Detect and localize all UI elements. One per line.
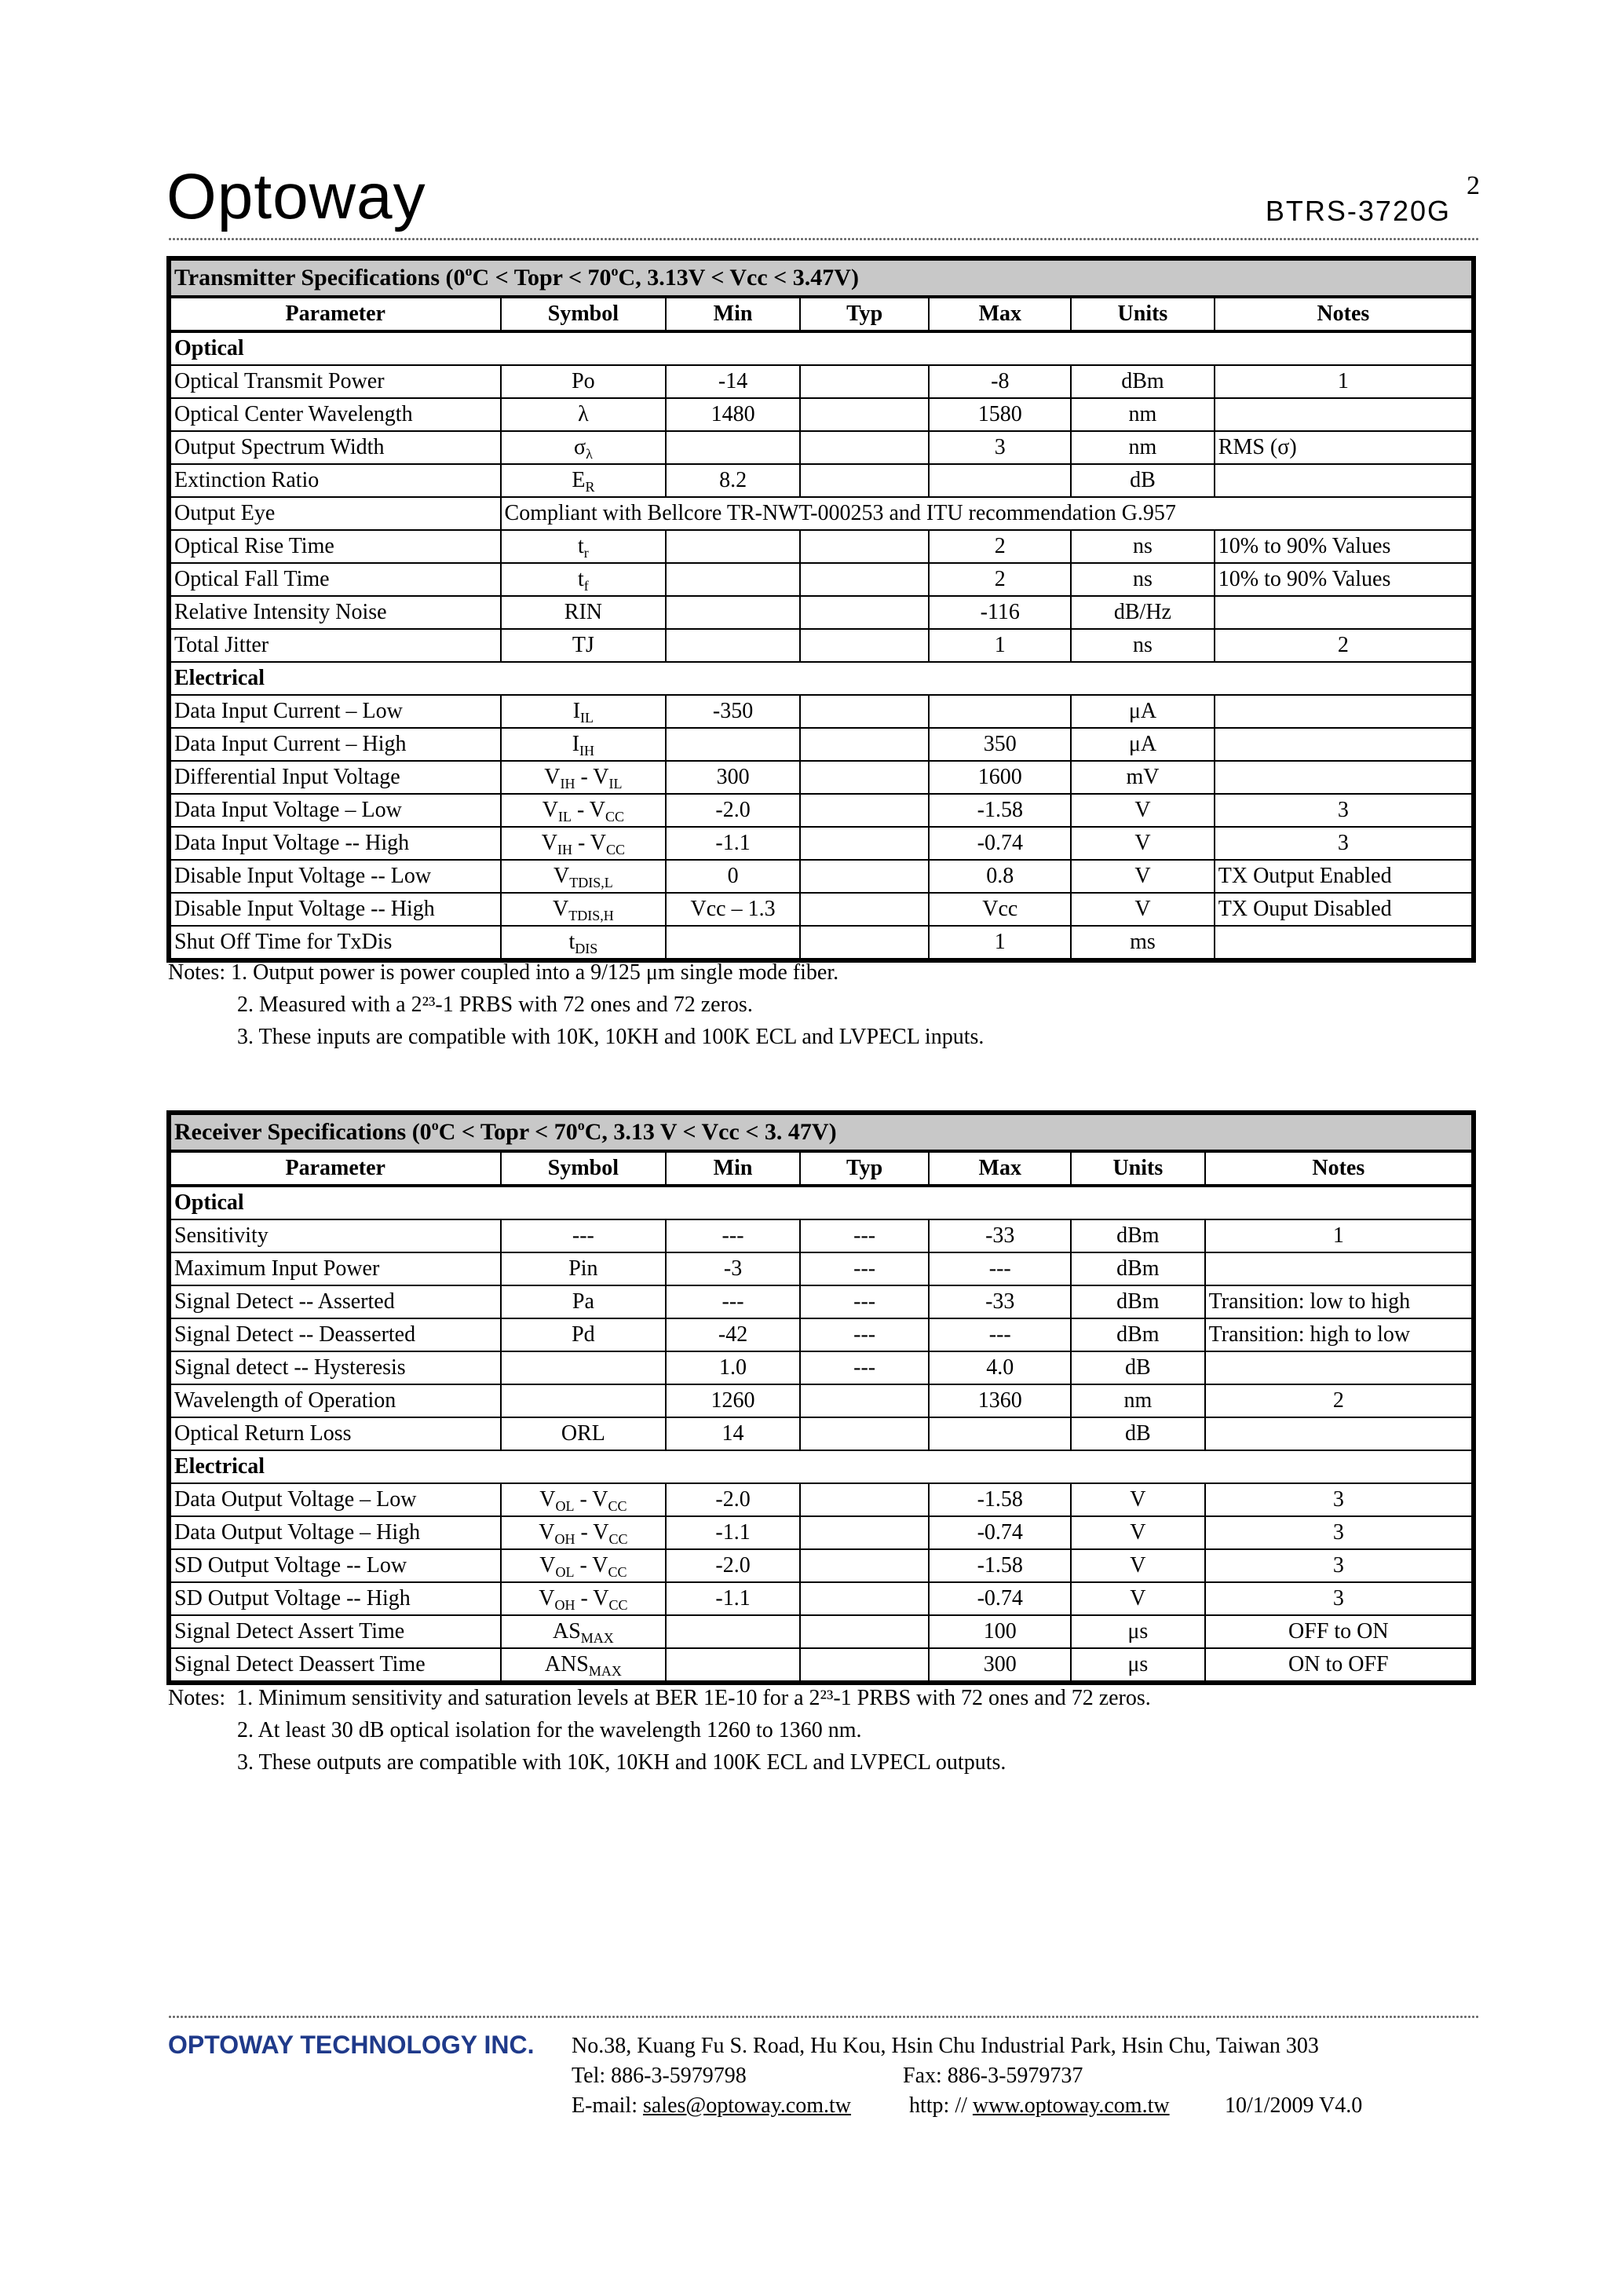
cell-max: -0.74 bbox=[929, 827, 1071, 860]
table-title: Receiver Specifications ($0^oC$ < Topr < $70^oC$, 3.13 V < Vcc < 3. 47V) bbox=[169, 1113, 1474, 1151]
section-row bbox=[169, 1186, 1474, 1219]
table-row bbox=[169, 464, 1474, 497]
cell-notes: 1 bbox=[1215, 365, 1474, 398]
cell-parameter: Optical Center Wavelength bbox=[169, 398, 501, 431]
cell-notes: 10% to 90% Values bbox=[1215, 563, 1474, 596]
cell-typ bbox=[800, 1549, 930, 1582]
cell-typ bbox=[800, 794, 930, 827]
transmitter-table bbox=[166, 256, 1476, 963]
cell-symbol: $V_{TDIS,L}$ bbox=[501, 860, 667, 893]
cell-notes bbox=[1215, 398, 1474, 431]
cell-min: -42 bbox=[666, 1318, 800, 1351]
cell-symbol: ORL bbox=[501, 1417, 667, 1450]
cell-parameter: Relative Intensity Noise bbox=[169, 596, 501, 629]
cell-symbol: $V_{OH} - V_{CC}$ bbox=[501, 1516, 667, 1549]
cell-max: 4.0 bbox=[929, 1351, 1071, 1384]
cell-parameter: Signal Detect Deassert Time bbox=[169, 1648, 501, 1683]
footer-divider bbox=[168, 2015, 1479, 2021]
cell-symbol: $ANS_{MAX}$ bbox=[501, 1648, 667, 1683]
cell-notes: RMS (σ) bbox=[1215, 431, 1474, 464]
cell-max: -8 bbox=[929, 365, 1071, 398]
cell-units: nm bbox=[1071, 398, 1215, 431]
cell-max: -33 bbox=[929, 1219, 1071, 1252]
cell-min: -1.1 bbox=[666, 1516, 800, 1549]
column-header: Parameter bbox=[169, 1151, 501, 1186]
cell-compliance: Compliant with Bellcore TR-NWT-000253 and ITU recommendation G.957 bbox=[501, 497, 1474, 530]
cell-units: nm bbox=[1071, 431, 1215, 464]
section-row bbox=[169, 1450, 1474, 1483]
cell-parameter: Total Jitter bbox=[169, 629, 501, 662]
cell-notes bbox=[1215, 926, 1474, 960]
cell-parameter: SD Output Voltage -- Low bbox=[169, 1549, 501, 1582]
cell-symbol: Po bbox=[501, 365, 667, 398]
page-number: 2 bbox=[1467, 171, 1480, 200]
tx-notes-label: Notes: bbox=[168, 960, 226, 985]
cell-notes: 3 bbox=[1205, 1549, 1474, 1582]
cell-min: 0 bbox=[666, 860, 800, 893]
cell-notes: 3 bbox=[1205, 1516, 1474, 1549]
rx-notes-label: Notes: bbox=[168, 1686, 226, 1710]
cell-symbol: $V_{OL} - V_{CC}$ bbox=[501, 1549, 667, 1582]
column-header: Min bbox=[666, 1151, 800, 1186]
column-header: Symbol bbox=[501, 1151, 667, 1186]
cell-units: nm bbox=[1071, 1384, 1205, 1417]
section-row bbox=[169, 331, 1474, 365]
cell-symbol: RIN bbox=[501, 596, 667, 629]
cell-max: --- bbox=[929, 1318, 1071, 1351]
email-label: E-mail: bbox=[572, 2093, 643, 2118]
cell-max: 0.8 bbox=[929, 860, 1071, 893]
cell-parameter: Signal Detect -- Deasserted bbox=[169, 1318, 501, 1351]
cell-typ bbox=[800, 1615, 930, 1648]
table-row bbox=[169, 827, 1474, 860]
cell-min: Vcc – 1.3 bbox=[666, 893, 800, 926]
cell-max: -33 bbox=[929, 1285, 1071, 1318]
cell-typ bbox=[800, 629, 930, 662]
transmitter-notes bbox=[168, 956, 984, 1053]
cell-typ bbox=[800, 1483, 930, 1516]
cell-symbol: TJ bbox=[501, 629, 667, 662]
cell-typ bbox=[800, 596, 930, 629]
cell-units: μA bbox=[1071, 728, 1215, 761]
cell-symbol: $I_{IL}$ bbox=[501, 695, 667, 728]
cell-parameter: Data Input Voltage – Low bbox=[169, 794, 501, 827]
cell-symbol: $V_{OL} - V_{CC}$ bbox=[501, 1483, 667, 1516]
footer-company: OPTOWAY TECHNOLOGY INC. bbox=[168, 2031, 535, 2059]
table-row bbox=[169, 596, 1474, 629]
cell-symbol: $V_{IL} - V_{CC}$ bbox=[501, 794, 667, 827]
cell-max: 2 bbox=[929, 530, 1071, 563]
email-link[interactable]: sales@optoway.com.tw bbox=[642, 2093, 852, 2118]
cell-symbol: $V_{IH} - V_{CC}$ bbox=[501, 827, 667, 860]
cell-notes: 2 bbox=[1205, 1384, 1474, 1417]
cell-min bbox=[666, 530, 800, 563]
cell-typ bbox=[800, 464, 930, 497]
cell-parameter: Signal Detect -- Asserted bbox=[169, 1285, 501, 1318]
table-row bbox=[169, 926, 1474, 960]
cell-units: dB bbox=[1071, 1417, 1205, 1450]
cell-units: V bbox=[1071, 1549, 1205, 1582]
footer-tel: Tel: 886-3-5979798 bbox=[572, 2064, 747, 2088]
cell-max: 1600 bbox=[929, 761, 1071, 794]
cell-max bbox=[929, 1417, 1071, 1450]
table-row bbox=[169, 695, 1474, 728]
cell-typ bbox=[800, 530, 930, 563]
table-row bbox=[169, 365, 1474, 398]
cell-parameter: Signal detect -- Hysteresis bbox=[169, 1351, 501, 1384]
cell-parameter: Data Input Current – High bbox=[169, 728, 501, 761]
cell-units: μs bbox=[1071, 1648, 1205, 1683]
cell-min: -1.1 bbox=[666, 1582, 800, 1615]
cell-max: -1.58 bbox=[929, 794, 1071, 827]
cell-min: --- bbox=[666, 1219, 800, 1252]
table-header-row bbox=[169, 297, 1474, 331]
cell-min bbox=[666, 431, 800, 464]
receiver-table bbox=[166, 1110, 1476, 1685]
table-row bbox=[169, 431, 1474, 464]
cell-parameter: Data Input Voltage -- High bbox=[169, 827, 501, 860]
cell-units: V bbox=[1071, 827, 1215, 860]
cell-min: 1260 bbox=[666, 1384, 800, 1417]
cell-typ: --- bbox=[800, 1285, 930, 1318]
table-row bbox=[169, 1219, 1474, 1252]
table-row bbox=[169, 860, 1474, 893]
cell-typ: --- bbox=[800, 1318, 930, 1351]
table-row bbox=[169, 893, 1474, 926]
footer-email-line bbox=[572, 2093, 851, 2119]
cell-notes: OFF to ON bbox=[1205, 1615, 1474, 1648]
cell-max: Vcc bbox=[929, 893, 1071, 926]
table-row bbox=[169, 761, 1474, 794]
cell-parameter: Data Output Voltage – High bbox=[169, 1516, 501, 1549]
table-row bbox=[169, 1417, 1474, 1450]
table-row bbox=[169, 530, 1474, 563]
cell-symbol: $t_f$ bbox=[501, 563, 667, 596]
cell-parameter: Differential Input Voltage bbox=[169, 761, 501, 794]
cell-parameter: Extinction Ratio bbox=[169, 464, 501, 497]
cell-max: -1.58 bbox=[929, 1483, 1071, 1516]
column-header: Parameter bbox=[169, 297, 501, 331]
cell-typ bbox=[800, 1648, 930, 1683]
cell-typ bbox=[800, 761, 930, 794]
receiver-notes bbox=[168, 1682, 1151, 1779]
cell-max: -1.58 bbox=[929, 1549, 1071, 1582]
cell-notes: Transition: low to high bbox=[1205, 1285, 1474, 1318]
cell-notes bbox=[1215, 464, 1474, 497]
cell-min: -2.0 bbox=[666, 1549, 800, 1582]
cell-min: -2.0 bbox=[666, 794, 800, 827]
cell-notes bbox=[1215, 596, 1474, 629]
cell-parameter: Data Input Current – Low bbox=[169, 695, 501, 728]
cell-symbol: $\sigma_\lambda$ bbox=[501, 431, 667, 464]
table-row bbox=[169, 398, 1474, 431]
footer-address: No.38, Kuang Fu S. Road, Hu Kou, Hsin Chu Industrial Park, Hsin Chu, Taiwan 303 bbox=[572, 2034, 1319, 2058]
cell-min: -1.1 bbox=[666, 827, 800, 860]
cell-max: 2 bbox=[929, 563, 1071, 596]
cell-units: V bbox=[1071, 893, 1215, 926]
cell-min bbox=[666, 728, 800, 761]
cell-units: dB/Hz bbox=[1071, 596, 1215, 629]
cell-typ bbox=[800, 1516, 930, 1549]
cell-units: ms bbox=[1071, 926, 1215, 960]
cell-typ bbox=[800, 1582, 930, 1615]
table-row bbox=[169, 1384, 1474, 1417]
cell-typ bbox=[800, 827, 930, 860]
cell-max: -0.74 bbox=[929, 1582, 1071, 1615]
cell-units: dB bbox=[1071, 1351, 1205, 1384]
cell-max: 1580 bbox=[929, 398, 1071, 431]
cell-max: 300 bbox=[929, 1648, 1071, 1683]
cell-parameter: Optical Return Loss bbox=[169, 1417, 501, 1450]
cell-units: ns bbox=[1071, 530, 1215, 563]
cell-parameter: Shut Off Time for TxDis bbox=[169, 926, 501, 960]
table-row bbox=[169, 794, 1474, 827]
table-title-row bbox=[169, 1113, 1474, 1151]
cell-typ bbox=[800, 563, 930, 596]
cell-units: V bbox=[1071, 1483, 1205, 1516]
cell-units: μs bbox=[1071, 1615, 1205, 1648]
cell-symbol: Pd bbox=[501, 1318, 667, 1351]
cell-units: ns bbox=[1071, 563, 1215, 596]
section-label: Electrical bbox=[169, 1450, 1474, 1483]
column-header: Max bbox=[929, 297, 1071, 331]
cell-typ bbox=[800, 398, 930, 431]
cell-min: -14 bbox=[666, 365, 800, 398]
cell-min: -350 bbox=[666, 695, 800, 728]
cell-parameter: Optical Transmit Power bbox=[169, 365, 501, 398]
table-header-row bbox=[169, 1151, 1474, 1186]
cell-symbol: $t_r$ bbox=[501, 530, 667, 563]
cell-notes: Transition: high to low bbox=[1205, 1318, 1474, 1351]
cell-symbol: $t_{DIS}$ bbox=[501, 926, 667, 960]
table-row bbox=[169, 497, 1474, 530]
cell-typ: --- bbox=[800, 1252, 930, 1285]
column-header: Typ bbox=[800, 297, 930, 331]
cell-symbol: --- bbox=[501, 1219, 667, 1252]
cell-notes bbox=[1205, 1351, 1474, 1384]
section-label: Electrical bbox=[169, 662, 1474, 695]
cell-units: mV bbox=[1071, 761, 1215, 794]
cell-max: --- bbox=[929, 1252, 1071, 1285]
cell-parameter: Output Eye bbox=[169, 497, 501, 530]
table-row bbox=[169, 563, 1474, 596]
cell-symbol: $V_{IH} - V_{IL}$ bbox=[501, 761, 667, 794]
cell-units: V bbox=[1071, 794, 1215, 827]
cell-parameter: Output Spectrum Width bbox=[169, 431, 501, 464]
cell-min: 14 bbox=[666, 1417, 800, 1450]
header-divider bbox=[168, 237, 1479, 243]
cell-parameter: SD Output Voltage -- High bbox=[169, 1582, 501, 1615]
cell-parameter: Data Output Voltage – Low bbox=[169, 1483, 501, 1516]
cell-symbol: λ bbox=[501, 398, 667, 431]
cell-units: dBm bbox=[1071, 1219, 1205, 1252]
footer-web-line bbox=[909, 2093, 1170, 2119]
cell-min: 300 bbox=[666, 761, 800, 794]
cell-units: μA bbox=[1071, 695, 1215, 728]
cell-notes: 3 bbox=[1215, 794, 1474, 827]
cell-units: dBm bbox=[1071, 1252, 1205, 1285]
cell-symbol: Pa bbox=[501, 1285, 667, 1318]
cell-symbol: $I_{IH}$ bbox=[501, 728, 667, 761]
column-header: Symbol bbox=[501, 297, 667, 331]
cell-typ bbox=[800, 926, 930, 960]
cell-symbol: Pin bbox=[501, 1252, 667, 1285]
cell-min bbox=[666, 1615, 800, 1648]
table-row bbox=[169, 1549, 1474, 1582]
table-row bbox=[169, 1252, 1474, 1285]
cell-units: dB bbox=[1071, 464, 1215, 497]
rx-note-1: 1. Minimum sensitivity and saturation levels at BER 1E-10 for a 2²³-1 PRBS with 72 ones and 72 zeros. bbox=[236, 1686, 1151, 1710]
section-label: Optical bbox=[169, 331, 1474, 365]
column-header: Units bbox=[1071, 297, 1215, 331]
column-header: Notes bbox=[1205, 1151, 1474, 1186]
cell-min bbox=[666, 563, 800, 596]
cell-parameter: Signal Detect Assert Time bbox=[169, 1615, 501, 1648]
cell-typ: --- bbox=[800, 1219, 930, 1252]
cell-symbol: $E_R$ bbox=[501, 464, 667, 497]
cell-units: ns bbox=[1071, 629, 1215, 662]
cell-parameter: Sensitivity bbox=[169, 1219, 501, 1252]
cell-max bbox=[929, 464, 1071, 497]
tx-note-1: 1. Output power is power coupled into a 9/125 μm single mode fiber. bbox=[231, 960, 839, 985]
cell-max: 3 bbox=[929, 431, 1071, 464]
cell-units: V bbox=[1071, 1582, 1205, 1615]
cell-parameter: Maximum Input Power bbox=[169, 1252, 501, 1285]
cell-max: 350 bbox=[929, 728, 1071, 761]
cell-notes bbox=[1215, 695, 1474, 728]
cell-notes bbox=[1205, 1417, 1474, 1450]
cell-max: 1360 bbox=[929, 1384, 1071, 1417]
column-header: Units bbox=[1071, 1151, 1205, 1186]
cell-typ bbox=[800, 728, 930, 761]
cell-max: 100 bbox=[929, 1615, 1071, 1648]
cell-typ bbox=[800, 431, 930, 464]
cell-max: -116 bbox=[929, 596, 1071, 629]
cell-symbol: $V_{TDIS,H}$ bbox=[501, 893, 667, 926]
rx-note-3: 3. These outputs are compatible with 10K, 10KH and 100K ECL and LVPECL outputs. bbox=[237, 1750, 1006, 1775]
cell-min bbox=[666, 629, 800, 662]
cell-notes: 3 bbox=[1215, 827, 1474, 860]
cell-min: 1480 bbox=[666, 398, 800, 431]
cell-min bbox=[666, 596, 800, 629]
cell-notes bbox=[1215, 728, 1474, 761]
cell-units: dBm bbox=[1071, 365, 1215, 398]
model-number: BTRS-3720G bbox=[1265, 195, 1451, 227]
cell-notes: 2 bbox=[1215, 629, 1474, 662]
table-row bbox=[169, 1285, 1474, 1318]
cell-typ bbox=[800, 365, 930, 398]
cell-min bbox=[666, 926, 800, 960]
cell-max bbox=[929, 695, 1071, 728]
http-label: http: // bbox=[909, 2093, 973, 2118]
cell-units: dBm bbox=[1071, 1285, 1205, 1318]
table-row bbox=[169, 1615, 1474, 1648]
cell-notes: 3 bbox=[1205, 1582, 1474, 1615]
table-row bbox=[169, 1648, 1474, 1683]
cell-notes bbox=[1215, 761, 1474, 794]
cell-max: 1 bbox=[929, 926, 1071, 960]
cell-parameter: Optical Rise Time bbox=[169, 530, 501, 563]
table-row bbox=[169, 629, 1474, 662]
cell-max: 1 bbox=[929, 629, 1071, 662]
cell-symbol: $AS_{MAX}$ bbox=[501, 1615, 667, 1648]
section-label: Optical bbox=[169, 1186, 1474, 1219]
cell-min: 1.0 bbox=[666, 1351, 800, 1384]
cell-units: dBm bbox=[1071, 1318, 1205, 1351]
tx-note-3: 3. These inputs are compatible with 10K, 10KH and 100K ECL and LVPECL inputs. bbox=[237, 1025, 985, 1049]
cell-parameter: Optical Fall Time bbox=[169, 563, 501, 596]
cell-parameter: Wavelength of Operation bbox=[169, 1384, 501, 1417]
cell-notes: 10% to 90% Values bbox=[1215, 530, 1474, 563]
cell-typ bbox=[800, 1417, 930, 1450]
cell-max: -0.74 bbox=[929, 1516, 1071, 1549]
column-header: Max bbox=[929, 1151, 1071, 1186]
tx-note-2: 2. Measured with a 2²³-1 PRBS with 72 ones and 72 zeros. bbox=[237, 993, 753, 1017]
cell-notes: 3 bbox=[1205, 1483, 1474, 1516]
table-title-row bbox=[169, 258, 1474, 297]
cell-notes: TX Ouput Disabled bbox=[1215, 893, 1474, 926]
table-row bbox=[169, 1582, 1474, 1615]
cell-notes: 1 bbox=[1205, 1219, 1474, 1252]
cell-typ bbox=[800, 893, 930, 926]
cell-units: V bbox=[1071, 1516, 1205, 1549]
cell-notes bbox=[1205, 1252, 1474, 1285]
cell-typ bbox=[800, 860, 930, 893]
brand-logo: Optoway bbox=[166, 161, 426, 232]
cell-min bbox=[666, 1648, 800, 1683]
table-row bbox=[169, 1351, 1474, 1384]
cell-symbol bbox=[501, 1384, 667, 1417]
table-row bbox=[169, 1516, 1474, 1549]
cell-units: V bbox=[1071, 860, 1215, 893]
cell-typ: --- bbox=[800, 1351, 930, 1384]
cell-typ bbox=[800, 1384, 930, 1417]
table-title: Transmitter Specifications ($0^oC$ < Topr < $70^oC$, 3.13V < Vcc < 3.47V) bbox=[169, 258, 1474, 297]
cell-symbol: $V_{OH} - V_{CC}$ bbox=[501, 1582, 667, 1615]
cell-notes: TX Output Enabled bbox=[1215, 860, 1474, 893]
cell-min: --- bbox=[666, 1285, 800, 1318]
cell-min: 8.2 bbox=[666, 464, 800, 497]
footer-fax: Fax: 886-3-5979737 bbox=[903, 2064, 1083, 2088]
column-header: Min bbox=[666, 297, 800, 331]
table-row bbox=[169, 728, 1474, 761]
table-row bbox=[169, 1483, 1474, 1516]
cell-min: -3 bbox=[666, 1252, 800, 1285]
cell-typ bbox=[800, 695, 930, 728]
column-header: Notes bbox=[1215, 297, 1474, 331]
cell-parameter: Disable Input Voltage -- Low bbox=[169, 860, 501, 893]
column-header: Typ bbox=[800, 1151, 930, 1186]
cell-parameter: Disable Input Voltage -- High bbox=[169, 893, 501, 926]
section-row bbox=[169, 662, 1474, 695]
cell-notes: ON to OFF bbox=[1205, 1648, 1474, 1683]
footer-date-version: 10/1/2009 V4.0 bbox=[1225, 2093, 1363, 2118]
cell-min: -2.0 bbox=[666, 1483, 800, 1516]
cell-symbol bbox=[501, 1351, 667, 1384]
table-row bbox=[169, 1318, 1474, 1351]
rx-note-2: 2. At least 30 dB optical isolation for the wavelength 1260 to 1360 nm. bbox=[237, 1718, 862, 1742]
website-link[interactable]: www.optoway.com.tw bbox=[972, 2093, 1170, 2118]
